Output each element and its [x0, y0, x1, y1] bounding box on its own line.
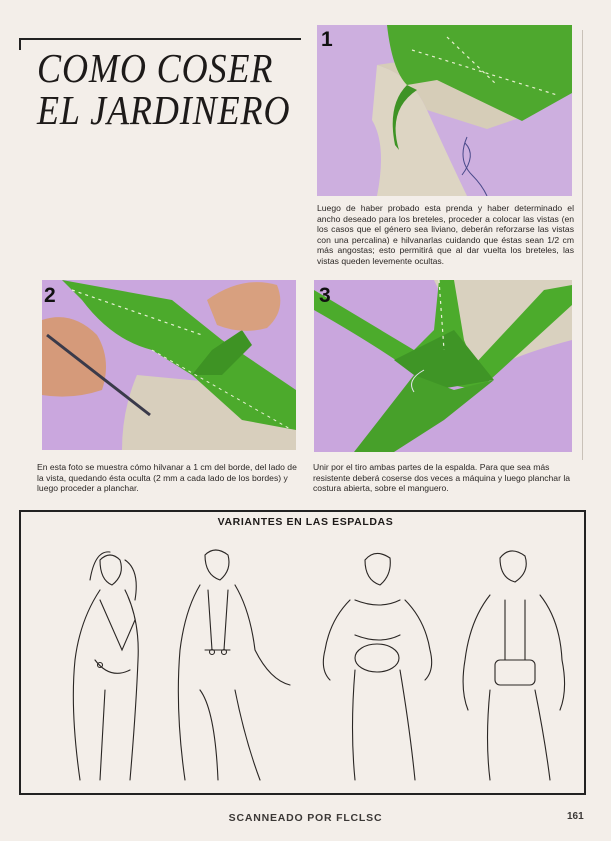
- step-3-caption: Unir por el tiro ambas partes de la espalda. Para que sea más resistente deberá coserse dos veces a máquina y luego planchar la costura abierta, sobre el manguero.: [313, 462, 571, 494]
- step-2-photo: [42, 280, 296, 450]
- step-number-3: 3: [319, 284, 331, 307]
- variant-figure-2: [178, 550, 290, 780]
- variants-illustrations: [40, 540, 570, 788]
- page-title-line-2: EL JARDINERO: [37, 87, 291, 133]
- column-rule: [582, 30, 583, 460]
- variants-title: VARIANTES EN LAS ESPALDAS: [217, 516, 394, 528]
- step-1-caption: Luego de haber probado esta prenda y haber determinado el ancho deseado para los breteles, proceder a colocar las vistas (en los casos que el género sea liviano, deberán reforzarse las vistas con una percalina) e hilvanarlas cuidando que éstas sean 1/2 cm más angostas; esto permitirá que al dar vuelta los breteles, las vistas queden levemente ocultas.: [317, 203, 574, 266]
- variant-figure-1: [73, 552, 138, 780]
- variant-figure-3: [323, 553, 431, 780]
- step-number-2: 2: [44, 284, 56, 307]
- scan-credit: SCANNEADO POR FLCLSC: [228, 812, 383, 824]
- step-2-caption: En esta foto se muestra cómo hilvanar a 1 cm del borde, del lado de la vista, quedando ésta oculta (2 mm a cada lado de los bordes) y luego proceder a planchar.: [37, 462, 297, 494]
- step-3-photo: [314, 280, 572, 452]
- page-title-line-1: COMO COSER: [37, 45, 274, 91]
- step-1-photo: [317, 25, 572, 196]
- variant-figure-4: [463, 551, 564, 780]
- step-number-1-overlay: 1: [321, 28, 333, 51]
- page-number: 161: [567, 811, 584, 822]
